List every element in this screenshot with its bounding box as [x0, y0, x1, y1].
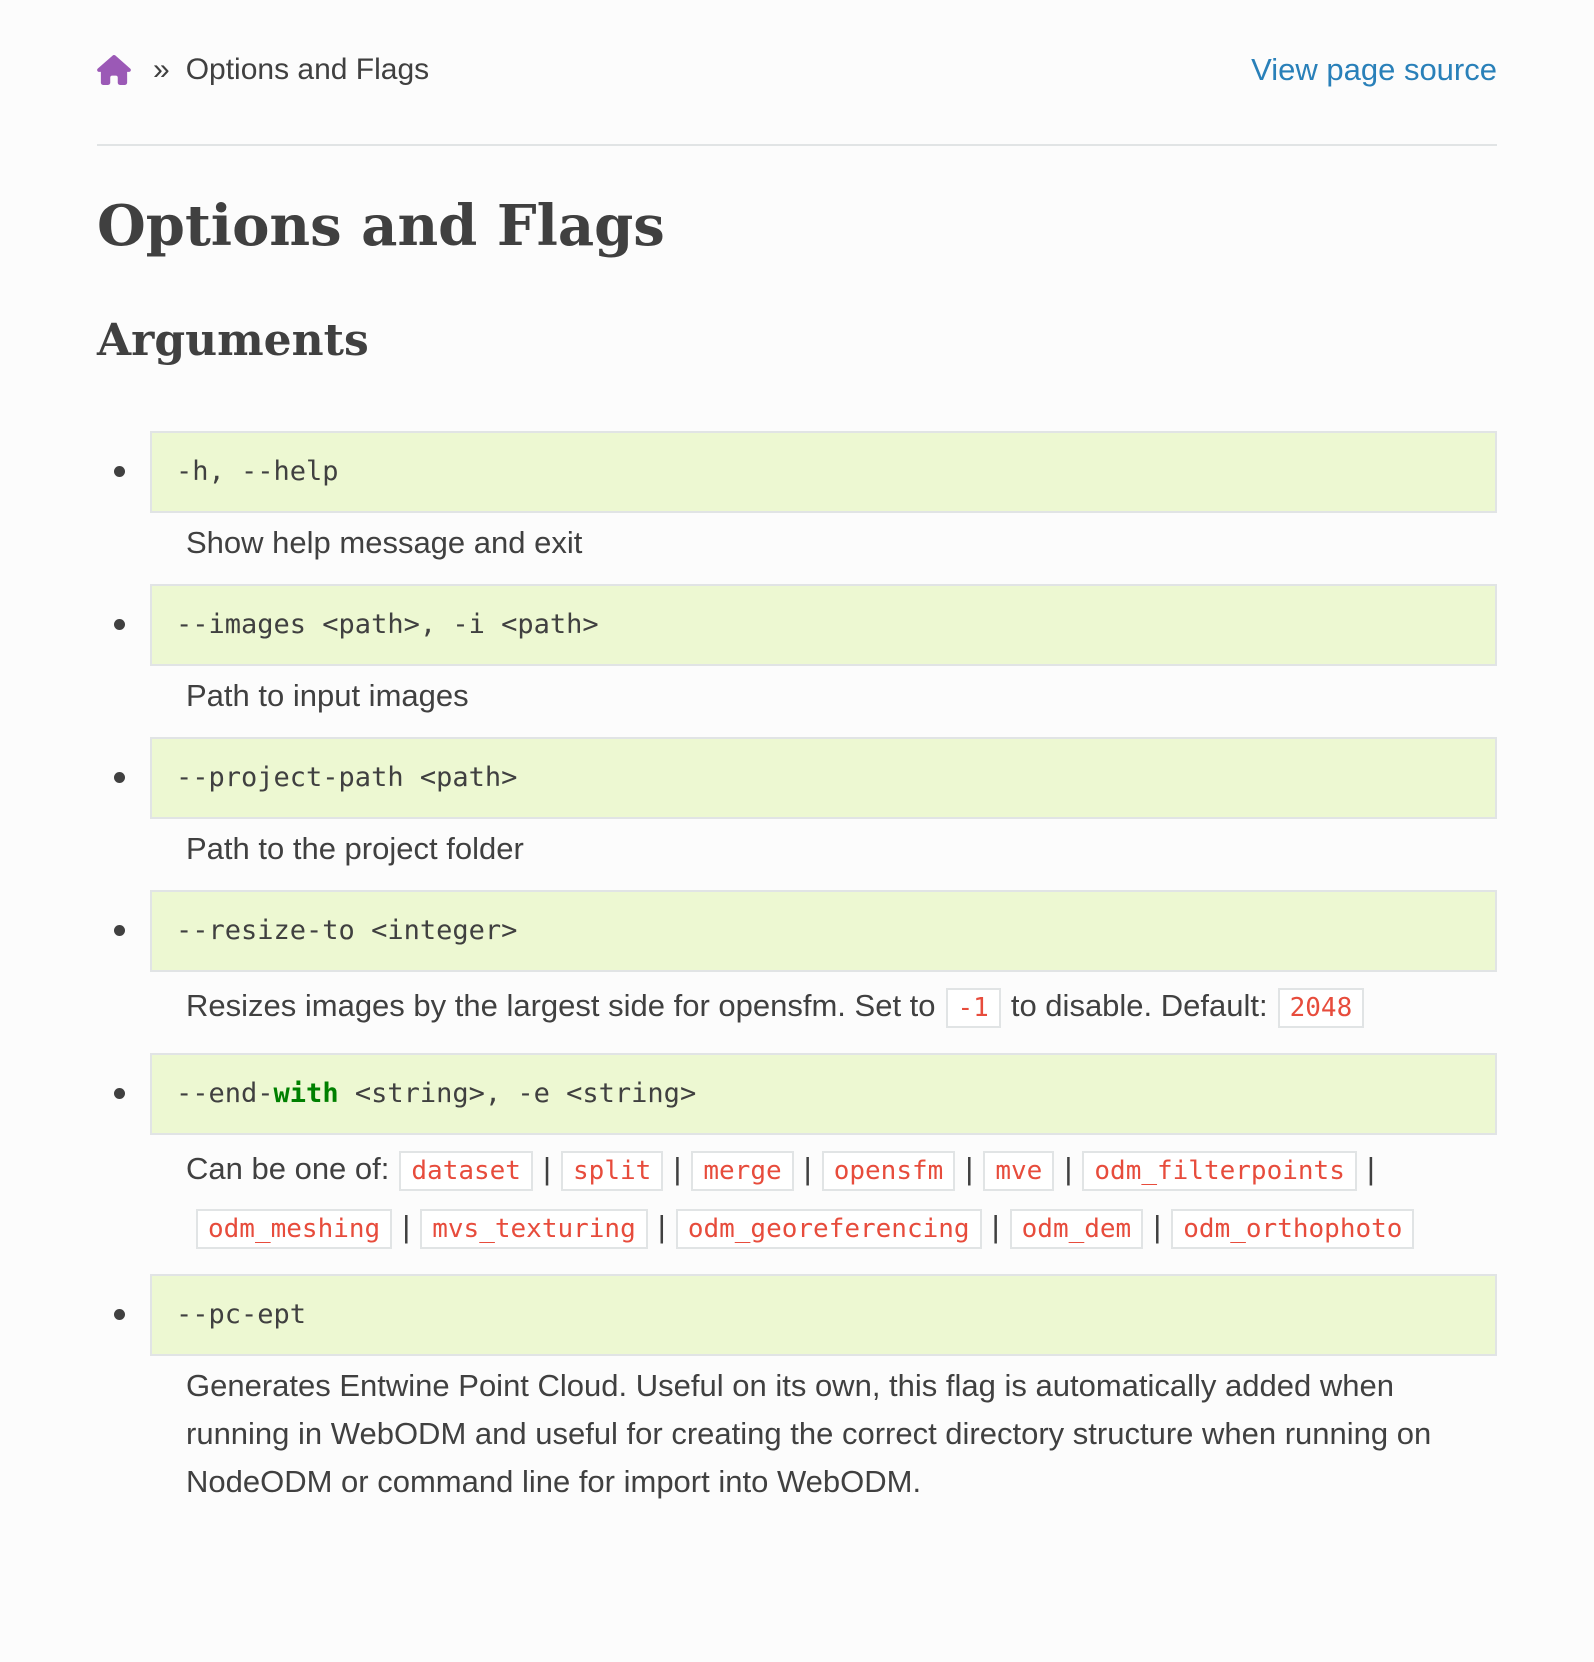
- code-block-resize-to: --resize-to <integer>: [150, 890, 1497, 972]
- page-title: Options and Flags: [97, 193, 665, 259]
- inline-code-2048: 2048: [1278, 988, 1365, 1028]
- option-odm-georeferencing: odm_georeferencing: [676, 1209, 982, 1249]
- option-separator: |: [1366, 1150, 1375, 1186]
- option-separator: |: [803, 1150, 812, 1186]
- option-mve: mve: [983, 1151, 1054, 1191]
- breadcrumb-separator: »: [153, 53, 170, 86]
- desc-text: to disable. Default:: [1010, 987, 1268, 1023]
- desc-text: Resizes images by the largest side for opensfm. Set to: [186, 987, 936, 1023]
- option-separator: |: [657, 1208, 666, 1244]
- option-separator: |: [991, 1208, 1000, 1244]
- argument-desc-images: Path to input images: [186, 677, 469, 713]
- keyword-with: with: [273, 1077, 339, 1109]
- argument-desc-resize-to: [186, 978, 1497, 1036]
- argument-item-pc-ept: [150, 1274, 1497, 1506]
- argument-desc-end-with: [186, 1141, 1497, 1257]
- breadcrumb-current: Options and Flags: [185, 53, 430, 86]
- code-block-pc-ept: --pc-ept: [150, 1274, 1497, 1356]
- option-mvs-texturing: mvs_texturing: [420, 1209, 648, 1249]
- argument-item-help: [150, 431, 1497, 567]
- breadcrumb: [97, 0, 1497, 88]
- argument-item-resize-to: [150, 890, 1497, 1036]
- breadcrumb-trail: [97, 53, 429, 87]
- view-page-source-link[interactable]: View page source: [1251, 52, 1497, 87]
- code-block-project-path: --project-path <path>: [150, 737, 1497, 819]
- argument-desc-project-path: Path to the project folder: [186, 830, 524, 866]
- home-icon[interactable]: [97, 55, 131, 85]
- option-odm-meshing: odm_meshing: [196, 1209, 392, 1249]
- option-separator: |: [965, 1150, 974, 1186]
- option-separator: |: [1064, 1150, 1073, 1186]
- option-merge: merge: [691, 1151, 793, 1191]
- code-block-images: --images <path>, -i <path>: [150, 584, 1497, 666]
- code-block-end-with: --end-with <string>, -e <string>: [150, 1053, 1497, 1135]
- breadcrumb-divider: [97, 144, 1497, 146]
- option-split: split: [561, 1151, 663, 1191]
- option-dataset: dataset: [399, 1151, 533, 1191]
- argument-item-images: [150, 584, 1497, 720]
- argument-desc-pc-ept: Generates Entwine Point Cloud. Useful on its own, this flag is automatically added when running in WebODM and useful for creating the correct directory structure when running on NodeODM or command line for import into WebODM.: [186, 1367, 1432, 1499]
- option-opensfm: opensfm: [822, 1151, 956, 1191]
- desc-text: Can be one of:: [186, 1150, 390, 1186]
- section-title-arguments: Arguments: [97, 315, 369, 367]
- option-odm-orthophoto: odm_orthophoto: [1171, 1209, 1414, 1249]
- argument-item-end-with: [150, 1053, 1497, 1257]
- option-separator: |: [673, 1150, 682, 1186]
- code-block-help: -h, --help: [150, 431, 1497, 513]
- arguments-list: [97, 431, 1497, 1506]
- option-odm-dem: odm_dem: [1010, 1209, 1144, 1249]
- inline-code-minus-one: -1: [946, 988, 1001, 1028]
- option-separator: |: [1153, 1208, 1162, 1244]
- argument-desc-help: Show help message and exit: [186, 524, 583, 560]
- option-odm-filterpoints: odm_filterpoints: [1082, 1151, 1356, 1191]
- argument-item-project-path: [150, 737, 1497, 873]
- option-separator: |: [542, 1150, 552, 1186]
- option-separator: |: [402, 1208, 411, 1244]
